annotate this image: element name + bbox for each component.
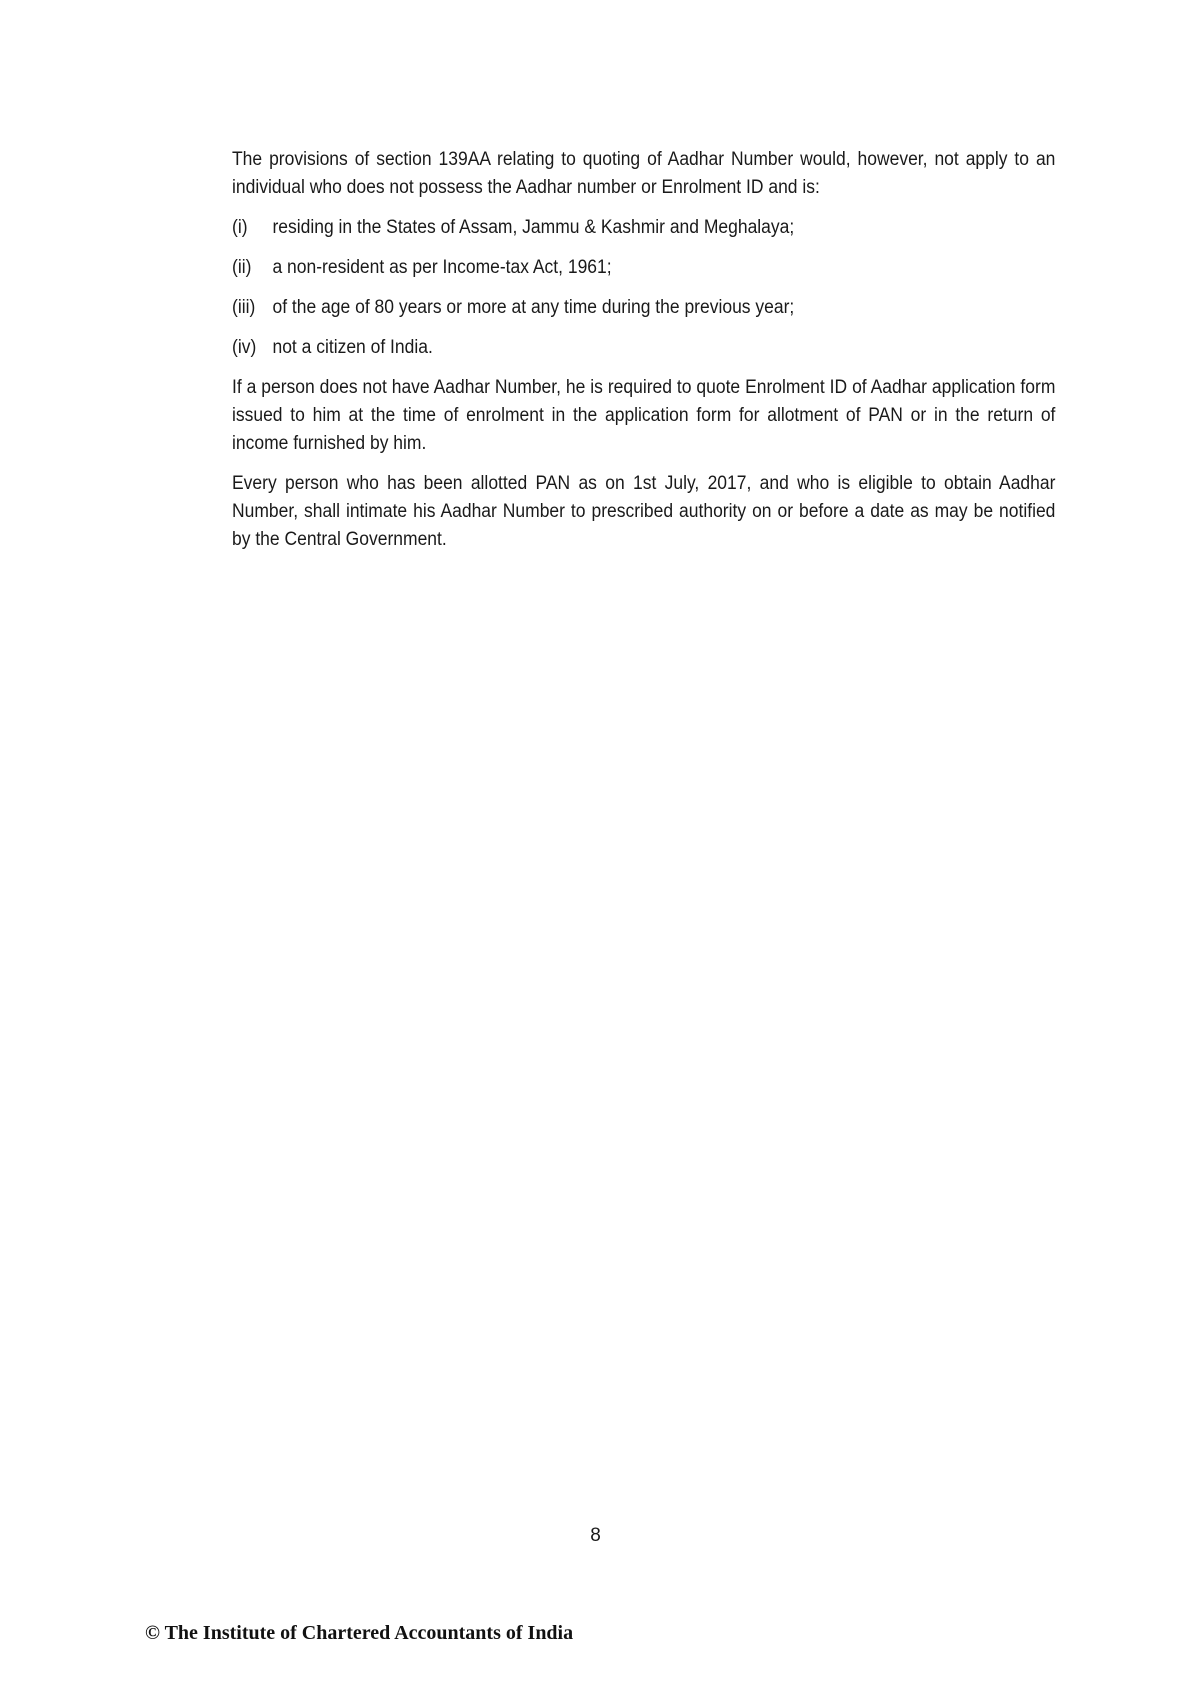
list-item-text: of the age of 80 years or more at any time during the previous year; xyxy=(272,297,795,318)
list-item xyxy=(232,294,1055,322)
list-item xyxy=(232,214,1055,242)
list-marker: (i) xyxy=(232,217,248,238)
page-number: 8 xyxy=(590,1525,601,1546)
list-item xyxy=(232,334,1055,362)
enrolment-id-paragraph: If a person does not have Aadhar Number, he is required to quote Enrolment ID of Aadhar application form issued to him at the time of enrolment in the application form for allotment of PAN or in the return of income furnished by him. xyxy=(232,377,1056,454)
copyright-footer: © The Institute of Chartered Accountants of India xyxy=(145,1622,574,1644)
document-body xyxy=(232,146,1055,566)
list-item xyxy=(232,254,1055,282)
list-item-text: not a citizen of India. xyxy=(272,337,433,358)
pan-intimation-paragraph: Every person who has been allotted PAN as on 1st July, 2017, and who is eligible to obtain Aadhar Number, shall intimate his Aadhar Number to prescribed authority on or before a date as may be notified by the Central Government. xyxy=(232,473,1056,550)
list-item-text: residing in the States of Assam, Jammu & Kashmir and Meghalaya; xyxy=(272,217,795,238)
exemption-list xyxy=(232,214,1055,362)
list-marker: (ii) xyxy=(232,257,252,278)
intro-paragraph: The provisions of section 139AA relating to quoting of Aadhar Number would, however, not apply to an individual who does not possess the Aadhar number or Enrolment ID and is: xyxy=(232,149,1056,198)
list-marker: (iv) xyxy=(232,337,257,358)
list-marker: (iii) xyxy=(232,297,256,318)
list-item-text: a non-resident as per Income-tax Act, 1961; xyxy=(272,257,612,278)
